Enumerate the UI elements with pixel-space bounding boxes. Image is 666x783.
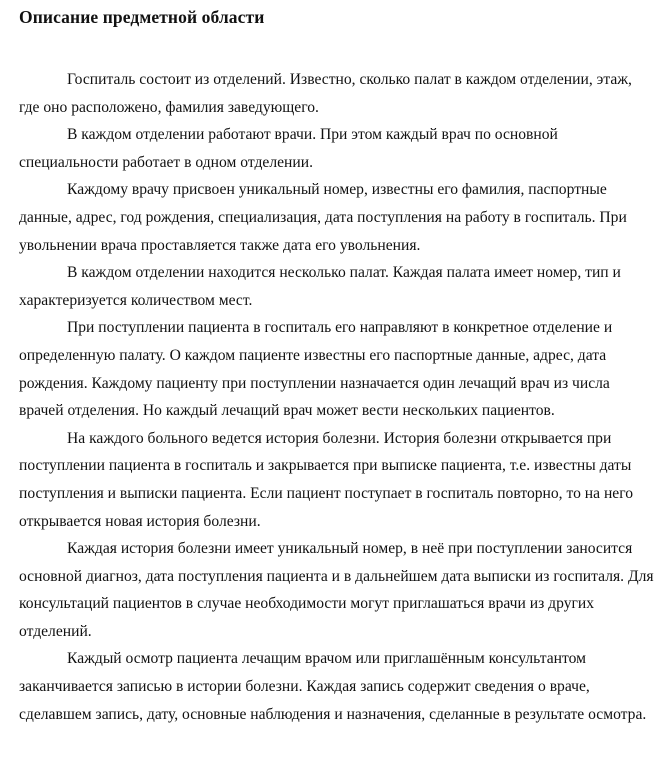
paragraph-doctors-in-departments: В каждом отделении работают врачи. При этом каждый врач по основной специальности работает в одном отделении. bbox=[19, 126, 558, 171]
paragraph-history-number: Каждая история болезни имеет уникальный номер, в неё при поступлении заносится основной диагноз, дата поступления пациента и в дальнейшем дата выписки из госпиталя. Для консультаций пациентов в случае необходимости могут приглашаться врачи из других отделений. bbox=[19, 540, 654, 640]
paragraph-medical-history: На каждого больного ведется история болезни. История болезни открывается при поступлении пациента в госпиталь и закрывается при выписке пациента, т.е. известны даты поступления и выписки пациента. Если пациент поступает в госпиталь повторно, то на него открывается новая история болезни. bbox=[19, 429, 634, 530]
paragraph-examination-records: Каждый осмотр пациента лечащим врачом или приглашённым консультантом заканчивается записью в истории болезни. Каждая запись содержит сведения о враче, сделавшем запись, дату, основные наблюдения и назначения, сделанные в результате осмотра. bbox=[19, 650, 647, 723]
paragraph-hospital-departments: Госпиталь состоит из отделений. Известно, сколько палат в каждом отделении, этаж, где оно расположено, фамилия заведующего. bbox=[19, 71, 632, 116]
paragraph-doctor-attributes: Каждому врачу присвоен уникальный номер, известны его фамилия, паспортные данные, адрес, год рождения, специализация, дата поступления на работу в госпиталь. При увольнении врача проставляется также дата его увольнения. bbox=[19, 181, 627, 254]
document-title: Описание предметной области bbox=[19, 7, 265, 27]
paragraph-wards: В каждом отделении находится несколько палат. Каждая палата имеет номер, тип и характеризуется количеством мест. bbox=[19, 264, 621, 309]
paragraph-patient-admission: При поступлении пациента в госпиталь его направляют в конкретное отделение и определенную палату. О каждом пациенте известны его паспортные данные, адрес, дата рождения. Каждому пациенту при поступлении назначается один лечащий врач из числа врачей отделения. Но каждый лечащий врач может вести нескольких пациентов. bbox=[19, 319, 613, 420]
